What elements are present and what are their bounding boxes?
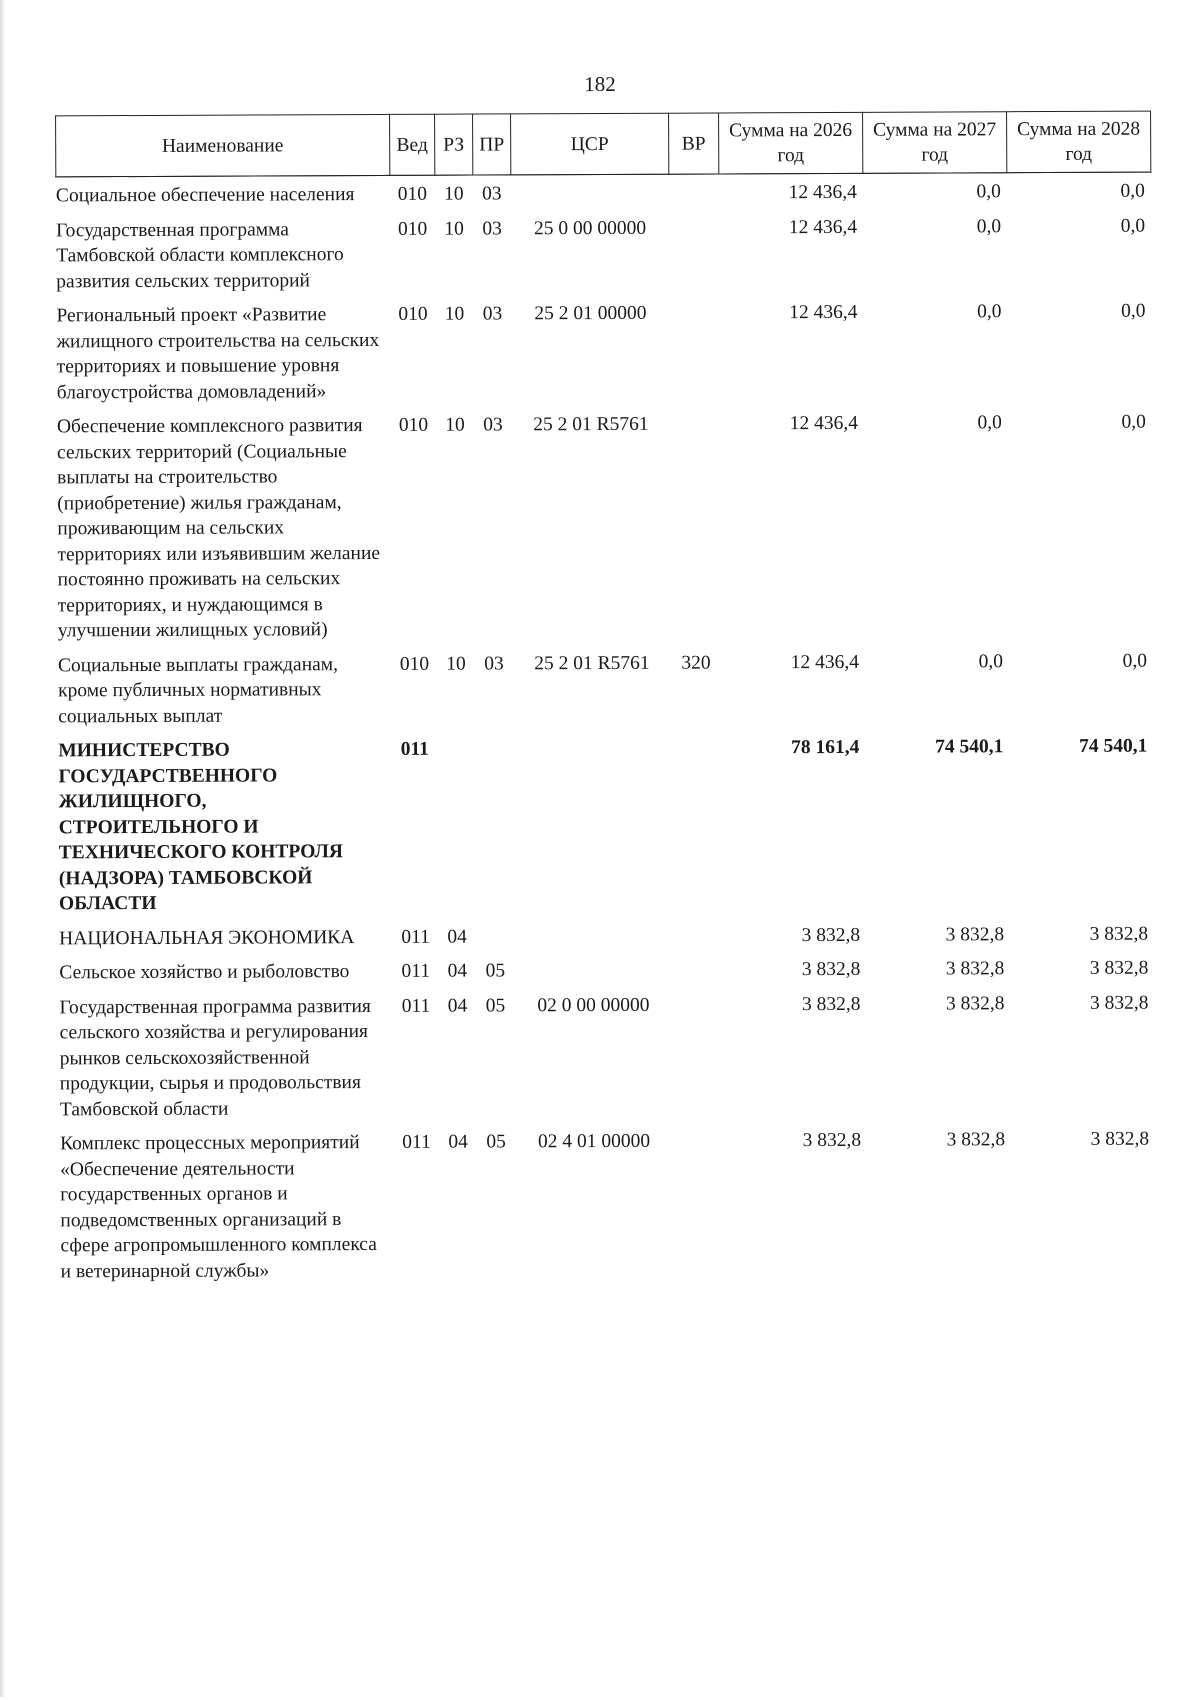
row-csr: [511, 174, 669, 210]
row-sum-2027: 0,0: [976, 215, 1002, 237]
row-pr: 03: [482, 303, 503, 325]
row-sum-2028: 3 832,8: [1090, 1128, 1150, 1150]
row-sum-2027: 74 540,1: [935, 736, 1004, 758]
header-ved: Вед: [390, 114, 435, 175]
row-csr: 02 4 01 00000: [537, 1130, 651, 1153]
row-name: Социальные выплаты гражданам, кроме публичных нормативных социальных выплат: [57, 653, 339, 727]
header-sum-2026: Сумма на 2026 год: [719, 112, 863, 174]
row-name: Государственная программа Тамбовской области комплексного развития сельских территорий: [56, 218, 344, 292]
row-sum-2026: 3 832,8: [801, 958, 861, 981]
row-sum-2028: 0,0: [1121, 411, 1146, 433]
row-sum-2027: 3 832,8: [945, 958, 1005, 980]
row-vr: [672, 917, 722, 952]
row-pr: 03: [484, 652, 504, 675]
row-sum-2026: 78 161,4: [791, 736, 860, 759]
row-name: Региональный проект «Развитие жилищного строительства на сельских территориях и повышение уровня благоустройства домовладений»: [56, 304, 380, 403]
row-rz: [437, 731, 476, 919]
table-row: [56, 207, 1151, 297]
row-csr: 25 2 01 R5761: [534, 652, 650, 674]
row-rz: 10: [444, 218, 464, 240]
row-sum-2027: 3 832,8: [946, 1129, 1006, 1151]
table-row-ministry: [58, 728, 1154, 920]
row-sum-2027: 0,0: [977, 412, 1002, 434]
header-rz: РЗ: [435, 114, 473, 175]
table-row: [59, 950, 1154, 989]
row-sum-2028: 0,0: [1122, 650, 1147, 672]
row-rz: 04: [447, 995, 468, 1017]
row-sum-2028: 3 832,8: [1089, 957, 1149, 979]
row-ved: 011: [401, 926, 430, 948]
row-ved: 011: [402, 1131, 431, 1153]
row-pr: 05: [485, 994, 506, 1017]
row-rz: 10: [445, 414, 465, 436]
row-ved: 011: [401, 995, 431, 1017]
row-sum-2028: 0,0: [1120, 215, 1146, 237]
row-ved: 010: [398, 414, 429, 436]
row-name: Комплекс процессных мероприятий «Обеспечение деятельности государственных органов и подведомственных организаций в сфере агропромышленного комплекса и ветеринарной службы»: [60, 1132, 377, 1282]
row-rz: 04: [447, 960, 468, 982]
row-name: Обеспечение комплексного развития сельских территорий (Социальные выплаты на строительство (приобретение) жилья гражданам, проживающим на сельских территориях или изъявившим желание постоянно проживать на сельских территориях, и нуждающимся в улучшении жилищных условий): [56, 415, 381, 642]
row-csr: [514, 952, 672, 987]
row-sum-2028: 74 540,1: [1079, 735, 1148, 757]
row-ved: 010: [399, 653, 430, 675]
budget-table: [55, 111, 1156, 1288]
header-sum-2028: Сумма на 2028 год: [1007, 111, 1151, 173]
table-body: [56, 172, 1156, 1287]
page-number: 182: [584, 71, 616, 97]
row-sum-2026: 3 832,8: [802, 1129, 862, 1152]
row-vr: [672, 986, 723, 1123]
row-pr: 03: [483, 414, 503, 436]
row-pr: [475, 730, 514, 918]
row-vr: [669, 209, 719, 295]
table-row: [60, 1121, 1156, 1288]
header-name: Наименование: [56, 114, 390, 176]
row-rz: 04: [447, 926, 467, 948]
row-rz: 04: [448, 1131, 468, 1153]
header-pr: ПР: [473, 114, 511, 175]
row-csr: [513, 730, 672, 918]
row-sum-2026: 12 436,4: [789, 301, 858, 324]
row-sum-2028: 0,0: [1120, 180, 1145, 202]
row-sum-2026: 3 832,8: [801, 924, 861, 946]
row-ved: 010: [397, 218, 428, 240]
row-vr: [669, 294, 719, 405]
table-row: [56, 293, 1151, 409]
row-pr: [476, 918, 514, 953]
header-vr: ВР: [669, 113, 719, 174]
row-pr: 03: [482, 217, 502, 240]
row-sum-2026: 12 436,4: [788, 181, 857, 204]
row-vr: [671, 729, 722, 917]
row-ved: 010: [397, 183, 428, 205]
row-sum-2027: 3 832,8: [945, 992, 1005, 1014]
row-ved: 011: [400, 738, 429, 760]
table-row: [56, 172, 1151, 212]
table-row: [58, 642, 1153, 732]
table-header: [56, 111, 1151, 177]
row-sum-2027: 0,0: [978, 650, 1003, 672]
row-csr: [514, 917, 672, 952]
row-sum-2028: 3 832,8: [1089, 992, 1149, 1014]
header-sum-2027: Сумма на 2027 год: [863, 112, 1007, 174]
row-sum-2028: 0,0: [1121, 300, 1146, 322]
header-csr: ЦСР: [511, 113, 669, 175]
row-vr: [673, 1122, 724, 1284]
row-name: МИНИСТЕРСТВО ГОСУДАРСТВЕННОГО ЖИЛИЩНОГО, СТРОИТЕЛЬНОГО И ТЕХНИЧЕСКОГО КОНТРОЛЯ (НАДЗОРА) ТАМБОВСКОЙ ОБЛАСТИ: [58, 739, 344, 915]
row-sum-2026: 3 832,8: [801, 993, 861, 1015]
row-csr: 25 0 00 00000: [533, 217, 647, 239]
row-ved: 010: [398, 303, 428, 325]
row-sum-2027: 3 832,8: [945, 923, 1005, 945]
row-vr: [672, 951, 722, 986]
row-sum-2028: 3 832,8: [1089, 923, 1149, 945]
table-row: [57, 404, 1153, 647]
row-ved: 011: [401, 960, 431, 982]
row-name: НАЦИОНАЛЬНАЯ ЭКОНОМИКА: [59, 926, 355, 949]
row-csr: 25 2 01 00000: [534, 302, 647, 325]
row-sum-2027: 0,0: [977, 301, 1002, 323]
row-rz: 10: [444, 303, 465, 325]
row-rz: 10: [446, 653, 466, 675]
row-pr: 03: [482, 183, 502, 205]
row-rz: 10: [444, 183, 464, 205]
row-sum-2026: 12 436,4: [788, 216, 858, 238]
row-sum-2026: 12 436,4: [790, 651, 859, 673]
row-name: Государственная программа развития сельского хозяйства и регулирования рынков сельскохозяйственной продукции, сырья и продовольствия Тамбовской области: [59, 995, 371, 1120]
row-name: Сельское хозяйство и рыболовство: [59, 961, 350, 984]
row-vr: [670, 405, 721, 644]
row-sum-2027: 0,0: [976, 181, 1001, 203]
row-sum-2026: 12 436,4: [789, 412, 858, 435]
row-pr: 05: [486, 1131, 506, 1153]
row-pr: 05: [485, 960, 506, 982]
table-row: [59, 984, 1155, 1125]
row-csr: 25 2 01 R5761: [533, 413, 649, 436]
row-vr: 320: [681, 652, 711, 674]
row-name: Социальное обеспечение населения: [55, 184, 355, 207]
table-row: [59, 915, 1154, 954]
row-vr: [669, 174, 719, 209]
row-csr: 02 0 00 00000: [537, 994, 650, 1016]
